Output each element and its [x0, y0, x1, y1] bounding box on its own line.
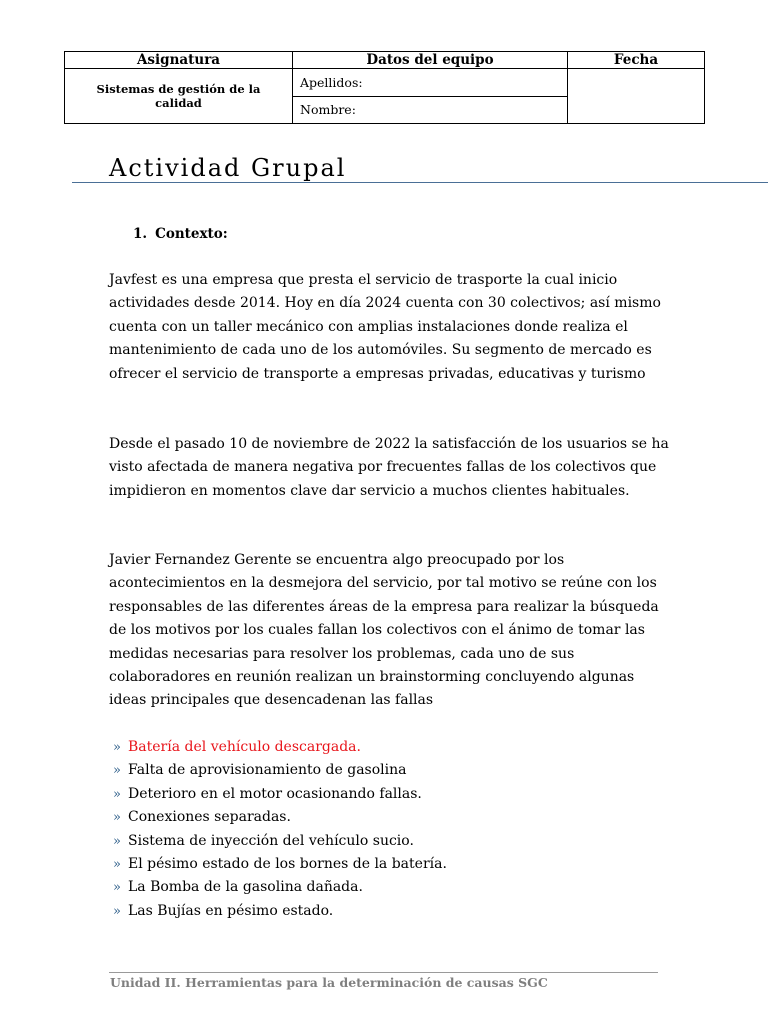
subject-column-header: Asignatura: [65, 52, 293, 69]
subject-value: Sistemas de gestión de la calidad: [65, 69, 293, 124]
header-table: [64, 51, 705, 124]
list-item: [113, 876, 447, 899]
list-item-text: Batería del vehículo descargada.: [128, 739, 361, 755]
list-item: [113, 736, 447, 759]
section-title: Contexto:: [155, 226, 228, 242]
team-column-header: Datos del equipo: [293, 52, 568, 69]
list-item: [113, 759, 447, 782]
bullet-marker-icon: »: [113, 810, 121, 826]
paragraph-satisfaction: Desde el pasado 10 de noviembre de 2022 la satisfacción de los usuarios se ha visto afectada de manera negativa por frecuentes fallas de los colectivos que impidieron en momentos clave dar servicio a muchos clientes habituales.: [109, 436, 669, 499]
section-number: 1.: [133, 226, 148, 242]
page-footer: Unidad II. Herramientas para la determinación de causas SGC: [110, 975, 548, 990]
date-column-header: Fecha: [568, 52, 705, 69]
paragraph-context: Javfest es una empresa que presta el servicio de trasporte la cual inicio actividades desde 2014. Hoy en día 2024 cuenta con 30 colectivos; así mismo cuenta con un taller mecánico con amplias instalaciones donde realiza el mantenimiento de cada uno de los automóviles. Su segmento de mercado es ofrecer el servicio de transporte a empresas privadas, educativas y turismo: [109, 272, 661, 382]
name-field: Nombre:: [293, 96, 568, 123]
list-item-text: Sistema de inyección del vehículo sucio.: [128, 832, 414, 849]
list-item-text: Conexiones separadas.: [128, 809, 291, 826]
section-heading: [133, 226, 228, 242]
failure-causes-list: [113, 736, 447, 923]
page-title: Actividad Grupal: [109, 154, 347, 182]
list-item-text: El pésimo estado de los bornes de la batería.: [128, 856, 447, 873]
list-item-text: La Bomba de la gasolina dañada.: [128, 879, 363, 896]
list-item-text: Deterioro en el motor ocasionando fallas.: [128, 785, 422, 802]
date-field: [568, 69, 705, 124]
bullet-marker-icon: »: [113, 740, 121, 755]
title-underline: [72, 182, 768, 183]
list-item: [113, 900, 447, 923]
list-item: [113, 830, 447, 853]
list-item-text: Falta de aprovisionamiento de gasolina: [128, 762, 407, 779]
bullet-marker-icon: »: [113, 763, 121, 779]
bullet-marker-icon: »: [113, 833, 121, 849]
bullet-marker-icon: »: [113, 903, 121, 919]
bullet-marker-icon: »: [113, 786, 121, 802]
list-item: [113, 853, 447, 876]
surname-field: Apellidos:: [293, 69, 568, 96]
list-item: [113, 783, 447, 806]
footer-divider: [109, 972, 658, 973]
list-item: [113, 806, 447, 829]
paragraph-meeting: Javier Fernandez Gerente se encuentra algo preocupado por los acontecimientos en la desmejora del servicio, por tal motivo se reúne con los responsables de las diferentes áreas de la empresa para realizar la búsqueda de los motivos por los cuales fallan los colectivos con el ánimo de tomar las medidas necesarias para resolver los problemas, cada uno de sus colaboradores en reunión realizan un brainstorming concluyendo algunas ideas principales que desencadenan las fallas: [109, 552, 659, 709]
list-item-text: Las Bujías en pésimo estado.: [128, 902, 334, 919]
bullet-marker-icon: »: [113, 857, 121, 873]
bullet-marker-icon: »: [113, 880, 121, 896]
